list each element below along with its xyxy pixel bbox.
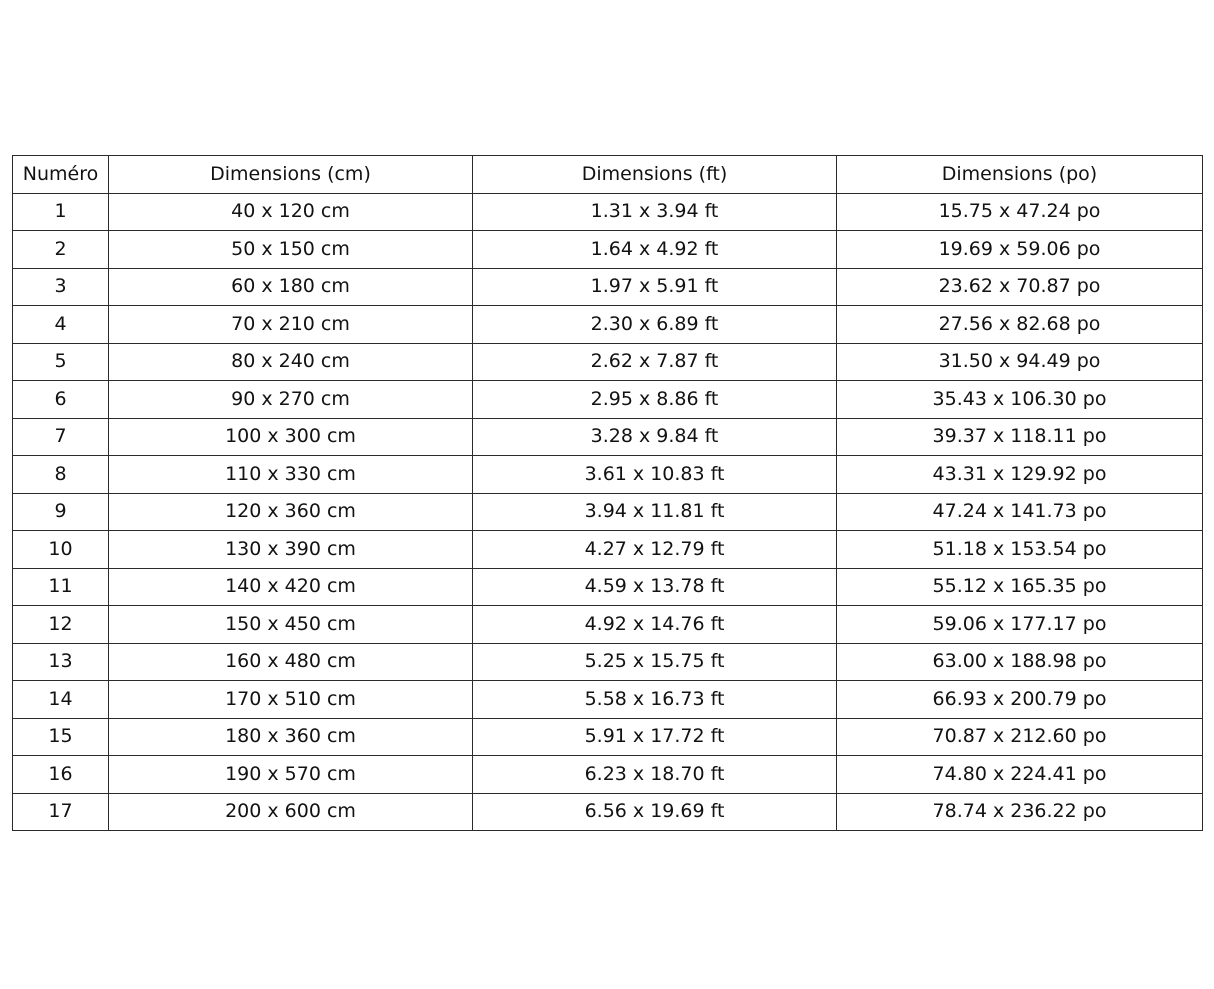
table-row [13,343,1203,381]
table-row [13,231,1203,269]
column-header-dimensions-ft: Dimensions (ft) [473,156,837,194]
cell-dimensions-ft: 4.59 x 13.78 ft [473,568,837,606]
cell-dimensions-cm: 50 x 150 cm [109,231,473,269]
cell-dimensions-ft: 5.91 x 17.72 ft [473,718,837,756]
cell-numero: 10 [13,531,109,569]
table-body [13,193,1203,831]
cell-numero: 3 [13,268,109,306]
cell-dimensions-cm: 120 x 360 cm [109,493,473,531]
cell-dimensions-cm: 160 x 480 cm [109,643,473,681]
cell-numero: 9 [13,493,109,531]
table-row [13,606,1203,644]
cell-dimensions-po: 74.80 x 224.41 po [837,756,1203,794]
cell-dimensions-po: 51.18 x 153.54 po [837,531,1203,569]
cell-dimensions-cm: 200 x 600 cm [109,793,473,831]
column-header-dimensions-po: Dimensions (po) [837,156,1203,194]
cell-dimensions-po: 59.06 x 177.17 po [837,606,1203,644]
cell-dimensions-ft: 5.25 x 15.75 ft [473,643,837,681]
cell-numero: 14 [13,681,109,719]
cell-dimensions-po: 66.93 x 200.79 po [837,681,1203,719]
table-row [13,493,1203,531]
cell-dimensions-ft: 2.95 x 8.86 ft [473,381,837,419]
cell-dimensions-ft: 6.56 x 19.69 ft [473,793,837,831]
cell-dimensions-cm: 110 x 330 cm [109,456,473,494]
cell-dimensions-po: 55.12 x 165.35 po [837,568,1203,606]
cell-dimensions-ft: 3.94 x 11.81 ft [473,493,837,531]
table-row [13,718,1203,756]
dimensions-table [12,155,1203,831]
cell-dimensions-cm: 80 x 240 cm [109,343,473,381]
dimensions-table-container [12,155,1202,831]
table-row [13,756,1203,794]
cell-dimensions-cm: 70 x 210 cm [109,306,473,344]
table-row [13,643,1203,681]
cell-dimensions-ft: 4.27 x 12.79 ft [473,531,837,569]
table-row [13,456,1203,494]
cell-dimensions-ft: 1.97 x 5.91 ft [473,268,837,306]
cell-dimensions-po: 70.87 x 212.60 po [837,718,1203,756]
cell-dimensions-po: 27.56 x 82.68 po [837,306,1203,344]
cell-dimensions-po: 63.00 x 188.98 po [837,643,1203,681]
table-row [13,568,1203,606]
cell-dimensions-po: 23.62 x 70.87 po [837,268,1203,306]
cell-dimensions-ft: 3.28 x 9.84 ft [473,418,837,456]
column-header-numero: Numéro [13,156,109,194]
cell-dimensions-cm: 60 x 180 cm [109,268,473,306]
cell-numero: 2 [13,231,109,269]
cell-dimensions-ft: 5.58 x 16.73 ft [473,681,837,719]
cell-numero: 1 [13,193,109,231]
cell-dimensions-cm: 140 x 420 cm [109,568,473,606]
cell-numero: 8 [13,456,109,494]
table-header [13,156,1203,194]
table-header-row [13,156,1203,194]
table-row [13,793,1203,831]
cell-numero: 15 [13,718,109,756]
table-row [13,681,1203,719]
table-row [13,193,1203,231]
cell-dimensions-po: 39.37 x 118.11 po [837,418,1203,456]
cell-dimensions-ft: 1.31 x 3.94 ft [473,193,837,231]
cell-dimensions-cm: 130 x 390 cm [109,531,473,569]
cell-numero: 5 [13,343,109,381]
cell-dimensions-cm: 90 x 270 cm [109,381,473,419]
cell-numero: 16 [13,756,109,794]
cell-dimensions-po: 31.50 x 94.49 po [837,343,1203,381]
cell-dimensions-po: 47.24 x 141.73 po [837,493,1203,531]
table-row [13,381,1203,419]
table-row [13,531,1203,569]
table-row [13,418,1203,456]
cell-dimensions-ft: 3.61 x 10.83 ft [473,456,837,494]
cell-dimensions-po: 15.75 x 47.24 po [837,193,1203,231]
cell-numero: 6 [13,381,109,419]
cell-dimensions-cm: 190 x 570 cm [109,756,473,794]
cell-dimensions-po: 19.69 x 59.06 po [837,231,1203,269]
cell-numero: 7 [13,418,109,456]
cell-dimensions-po: 35.43 x 106.30 po [837,381,1203,419]
cell-dimensions-ft: 1.64 x 4.92 ft [473,231,837,269]
cell-dimensions-ft: 6.23 x 18.70 ft [473,756,837,794]
cell-dimensions-cm: 170 x 510 cm [109,681,473,719]
cell-numero: 13 [13,643,109,681]
cell-numero: 4 [13,306,109,344]
cell-dimensions-ft: 2.30 x 6.89 ft [473,306,837,344]
cell-dimensions-po: 78.74 x 236.22 po [837,793,1203,831]
cell-dimensions-cm: 180 x 360 cm [109,718,473,756]
cell-numero: 12 [13,606,109,644]
cell-dimensions-cm: 100 x 300 cm [109,418,473,456]
table-row [13,306,1203,344]
column-header-dimensions-cm: Dimensions (cm) [109,156,473,194]
cell-dimensions-ft: 4.92 x 14.76 ft [473,606,837,644]
cell-dimensions-po: 43.31 x 129.92 po [837,456,1203,494]
cell-numero: 17 [13,793,109,831]
cell-dimensions-ft: 2.62 x 7.87 ft [473,343,837,381]
cell-dimensions-cm: 40 x 120 cm [109,193,473,231]
table-row [13,268,1203,306]
cell-numero: 11 [13,568,109,606]
cell-dimensions-cm: 150 x 450 cm [109,606,473,644]
